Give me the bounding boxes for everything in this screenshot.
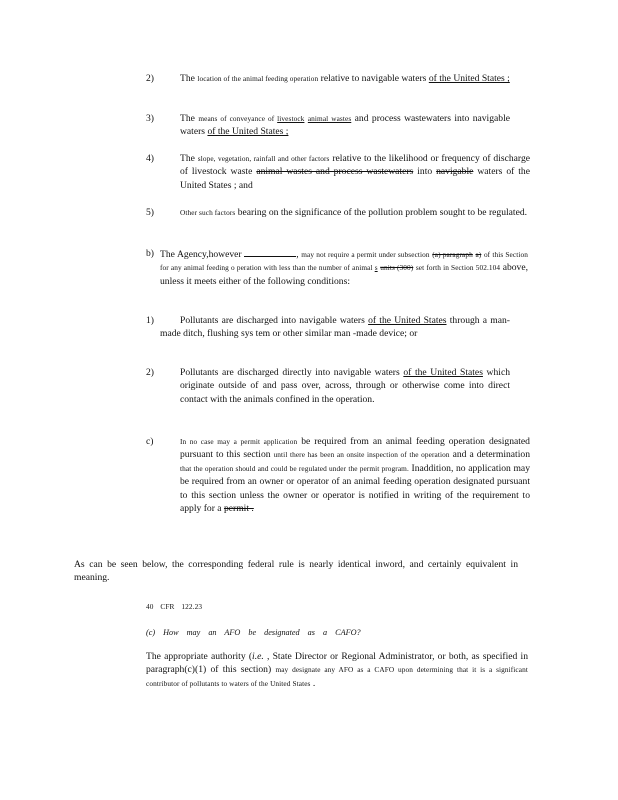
text-run: The xyxy=(180,113,199,124)
summary-paragraph: As can be seen below, the corresponding federal rule is nearly identical inword, and certainly equivalent in meaning. xyxy=(74,559,518,584)
text-run: a) xyxy=(475,250,482,259)
text-run: navigable xyxy=(436,166,474,178)
condition-text xyxy=(180,366,510,406)
condition-number: 1) xyxy=(146,315,154,326)
text-run: The xyxy=(180,73,198,84)
text-run: through a man-made ditch, flushing sys tem or other similar man -made device; or xyxy=(160,315,511,340)
text-run: until there has been an onsite inspection of the operation xyxy=(273,450,450,460)
text-run: waters of the United States ; and xyxy=(180,166,530,191)
text-run: may not require a permit under subsection xyxy=(301,250,430,259)
text-run: location of the animal feeding operation xyxy=(197,74,319,83)
condition-text xyxy=(180,435,530,515)
text-run: may designate any AFO as a CAFO upon determining that it is a significant contributor of pollutants to waters of the United States xyxy=(146,665,528,688)
text-run: s xyxy=(374,263,378,273)
list-item-text xyxy=(180,206,530,219)
text-run: Pollutants are discharged directly into navigable waters xyxy=(180,367,404,378)
text-run: , State Director or Regional Administrator, or both, as specified in paragraph(c)(1) of this section) xyxy=(146,651,528,676)
text-run: animal wastes xyxy=(307,114,352,123)
text-run: which originate outside of and pass over, across, through or otherwise come into direct contact with the animals confined in the operation. xyxy=(180,367,510,405)
text-run: of the United States ; xyxy=(207,126,289,138)
text-run: into xyxy=(413,166,437,178)
text-run: and process wastewaters into navigable waters xyxy=(180,113,510,138)
condition-number: c) xyxy=(146,436,154,447)
list-item-text xyxy=(180,152,530,192)
text-run: slope, vegetation, rainfall and other factors xyxy=(197,154,330,163)
list-item-text xyxy=(180,72,510,85)
item-number: 2) xyxy=(146,73,154,84)
text-run: The xyxy=(180,153,198,164)
item-number: 5) xyxy=(146,207,154,218)
text-run xyxy=(244,247,296,257)
text-run: for any animal feeding o peration with less than the number of animal xyxy=(160,263,375,273)
text-run: In no case may a permit application xyxy=(180,437,298,446)
condition-number: 2) xyxy=(146,367,154,378)
text-run: livestock xyxy=(277,114,305,123)
text-run: of the United States xyxy=(368,315,447,326)
condition-text xyxy=(160,314,510,341)
paragraph-letter: b) xyxy=(146,248,154,259)
text-run: i.e. xyxy=(252,651,264,662)
item-number: 3) xyxy=(146,113,154,124)
text-run: permit . xyxy=(223,503,254,515)
item-number: 4) xyxy=(146,153,154,164)
paragraph-b-text xyxy=(160,247,528,288)
text-run: means of conveyance of xyxy=(198,114,278,123)
text-run: relative to navigable waters xyxy=(318,73,429,84)
text-run: . xyxy=(310,677,316,689)
text-run: and a determination xyxy=(449,449,530,461)
text-run: animal wastes and process wastewaters xyxy=(256,166,414,178)
text-run: The Agency,however xyxy=(160,249,245,260)
text-run: The appropriate authority ( xyxy=(146,651,253,662)
list-item-text xyxy=(180,112,510,139)
cfr-reference: 40 CFR 122.23 xyxy=(146,602,203,611)
text-run: that the operation should and could be regulated under the permit program. xyxy=(180,463,409,473)
text-run: be required from an animal feeding operation designated pursuant to this section xyxy=(180,436,530,461)
cfr-body xyxy=(146,650,528,690)
text-run: it meets either of the following conditions: xyxy=(186,275,350,287)
text-run: (a) paragraph xyxy=(432,250,473,259)
text-run: of this Section xyxy=(483,250,528,259)
text-run: above, unless xyxy=(160,262,528,287)
text-run: units (300) xyxy=(380,263,414,273)
text-run: relative to the likelihood or frequency of discharge of livestock waste xyxy=(180,153,530,178)
text-run: Pollutants are discharged into navigable waters xyxy=(180,315,369,326)
text-run: Other such factors xyxy=(180,208,236,217)
text-run: of the United States ; xyxy=(428,73,510,84)
text-run: set forth in Section 502.104 xyxy=(415,263,501,273)
text-run: , xyxy=(296,249,302,260)
cfr-question: (c) How may an AFO be designated as a CAFO? xyxy=(146,628,361,637)
text-run: Inaddition, no application may be required from an owner or operator of an animal feeding operation designated pursuant to this section unless the owner or operator is notified in writing of the requirement to apply for a xyxy=(180,462,530,515)
text-run: bearing on the significance of the pollution problem sought to be regulated. xyxy=(235,207,528,218)
text-run: of the United States xyxy=(403,367,483,378)
